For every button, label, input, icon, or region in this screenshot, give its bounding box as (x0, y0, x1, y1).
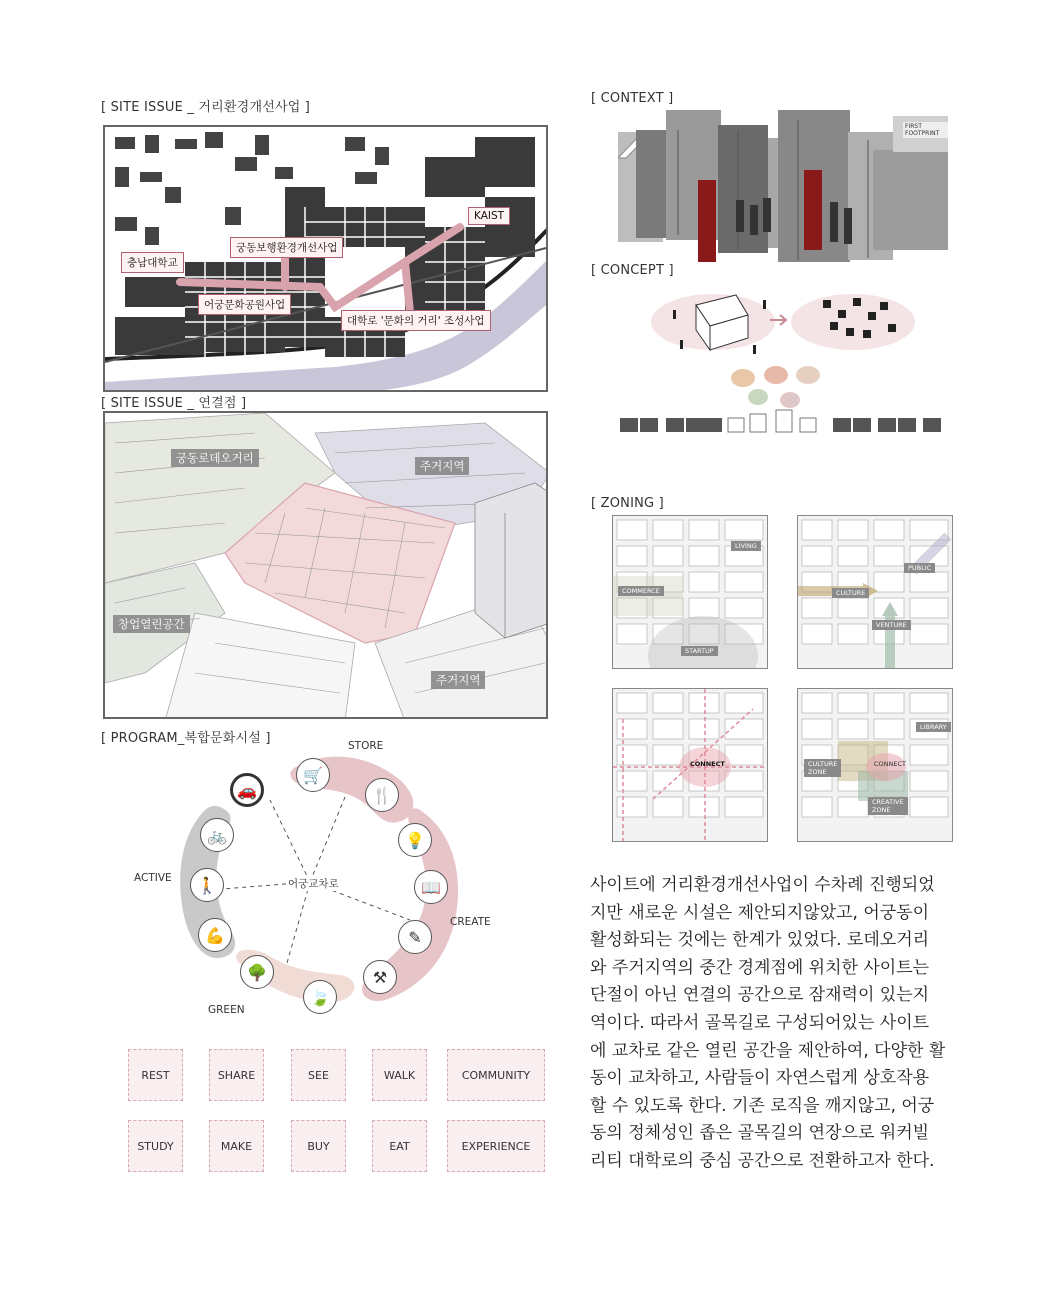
keyword-eat: EAT (372, 1120, 427, 1172)
store-label: STORE (348, 740, 384, 752)
keyword-experience: EXPERIENCE (447, 1120, 545, 1172)
zone-culture-tag: CULTURE (832, 588, 869, 598)
collage-svg (618, 110, 948, 262)
zoning-map-1 (612, 515, 768, 669)
book-icon: 📖 (414, 870, 448, 904)
residential-area-label-top: 주거지역 (415, 457, 469, 475)
eoeungol-park-tag: 어궁문화공원사업 (198, 294, 291, 315)
zone-connect-label-4: CONNECT (874, 760, 906, 768)
center-intersection-label: 어궁교차로 (288, 878, 339, 890)
keyword-share: SHARE (209, 1049, 264, 1101)
pencil-ruler-icon: ✎ (398, 920, 432, 954)
muscle-arm-icon: 💪 (198, 918, 232, 952)
site-issue-1-title: [ SITE ISSUE _ 거리환경개선사업 ] (101, 100, 311, 115)
program-title: [ PROGRAM_복합문화시설 ] (101, 731, 271, 746)
create-label: CREATE (450, 916, 491, 928)
zoning-title: [ ZONING ] (591, 496, 664, 511)
active-label: ACTIVE (134, 872, 172, 884)
zone-venture-tag: VENTURE (872, 620, 911, 630)
zone-library-tag: LIBRARY (916, 722, 951, 732)
walking-person-icon: 🚶 (190, 868, 224, 902)
residential-area-label-bottom: 주거지역 (431, 671, 485, 689)
lightbulb-icon: 💡 (398, 823, 432, 857)
zoning-map-2 (797, 515, 953, 669)
keyword-make: MAKE (209, 1120, 264, 1172)
keyword-see: SEE (291, 1049, 346, 1101)
zone-connect-label: CONNECT (690, 760, 725, 768)
shopping-cart-icon: 🛒 (296, 758, 330, 792)
zone-commerce-tag: COMMERCE (618, 586, 664, 596)
tools-icon: ⚒ (363, 960, 397, 994)
site-issue-1-map (103, 125, 548, 392)
chungnam-univ-tag: 충남대학교 (121, 252, 184, 273)
zone-creative-zone-tag: CREATIVE ZONE (868, 797, 908, 815)
zoning-map-2-svg (798, 516, 953, 669)
keyword-buy: BUY (291, 1120, 346, 1172)
leaf-icon: 🍃 (303, 980, 337, 1014)
kaist-tag: KAIST (468, 207, 510, 225)
gungdong-project-tag: 궁동보행환경개선사업 (230, 237, 343, 258)
footprint-sign: FIRST FOOTPRINT (903, 122, 948, 138)
startup-open-space-label: 창업열린공간 (113, 615, 190, 633)
zoning-map-4 (797, 688, 953, 842)
daehakro-culture-street-tag: 대학로 '문화의 거리' 조성사업 (341, 310, 491, 331)
zoning-map-3 (612, 688, 768, 842)
zone-living-tag: LIVING (731, 541, 761, 551)
context-photo-collage (618, 110, 948, 262)
zone-startup-tag: STARTUP (681, 646, 718, 656)
description-paragraph: 사이트에 거리환경개선사업이 수차례 진행되었 지만 새로운 시설은 제안되지않았고, 어궁동이 활성화되는 것에는 한계가 있었다. 로데오거리 와 주거지역의 중간 경계점에 위치한 사이트는 단절이 아닌 연결의 공간으로 잠재력이 있는지 역이다. 따라서 골목길로 구성되어있는 사이트 에 교차로 같은 열린 공간을 제안하여, 다양한 활 동이 교차하고, 사람들이 자연스럽게 상호작용 할 수 있도록 한다. 기존 로직을 깨지않고, 어궁 동의 정체성인 좁은 골목길의 연장으로 워커빌 리티 대학로의 중심 공간으로 전환하고자 한다. (590, 875, 946, 1171)
keyword-walk: WALK (372, 1049, 427, 1101)
site-issue-2-axonometric (103, 411, 548, 719)
concept-title: [ CONCEPT ] (591, 263, 674, 278)
program-diagram (120, 740, 540, 1030)
keyword-study: STUDY (128, 1120, 183, 1172)
keyword-community: COMMUNITY (447, 1049, 545, 1101)
keyword-rest: REST (128, 1049, 183, 1101)
concept-svg (618, 280, 948, 440)
context-title: [ CONTEXT ] (591, 91, 674, 106)
fork-knife-icon: 🍴 (365, 778, 399, 812)
bicycle-icon: 🚲 (200, 818, 234, 852)
zone-public-tag: PUBLIC (904, 563, 935, 573)
tree-icon: 🌳 (240, 955, 274, 989)
green-label: GREEN (208, 1004, 245, 1016)
site-issue-2-title: [ SITE ISSUE _ 연결점 ] (101, 396, 247, 411)
zone-culture-zone-tag: CULTURE ZONE (804, 759, 841, 777)
concept-diagram (618, 280, 948, 440)
rodeo-street-label: 궁동로데오거리 (171, 449, 259, 467)
parking-car-icon: 🚗 (230, 773, 264, 807)
